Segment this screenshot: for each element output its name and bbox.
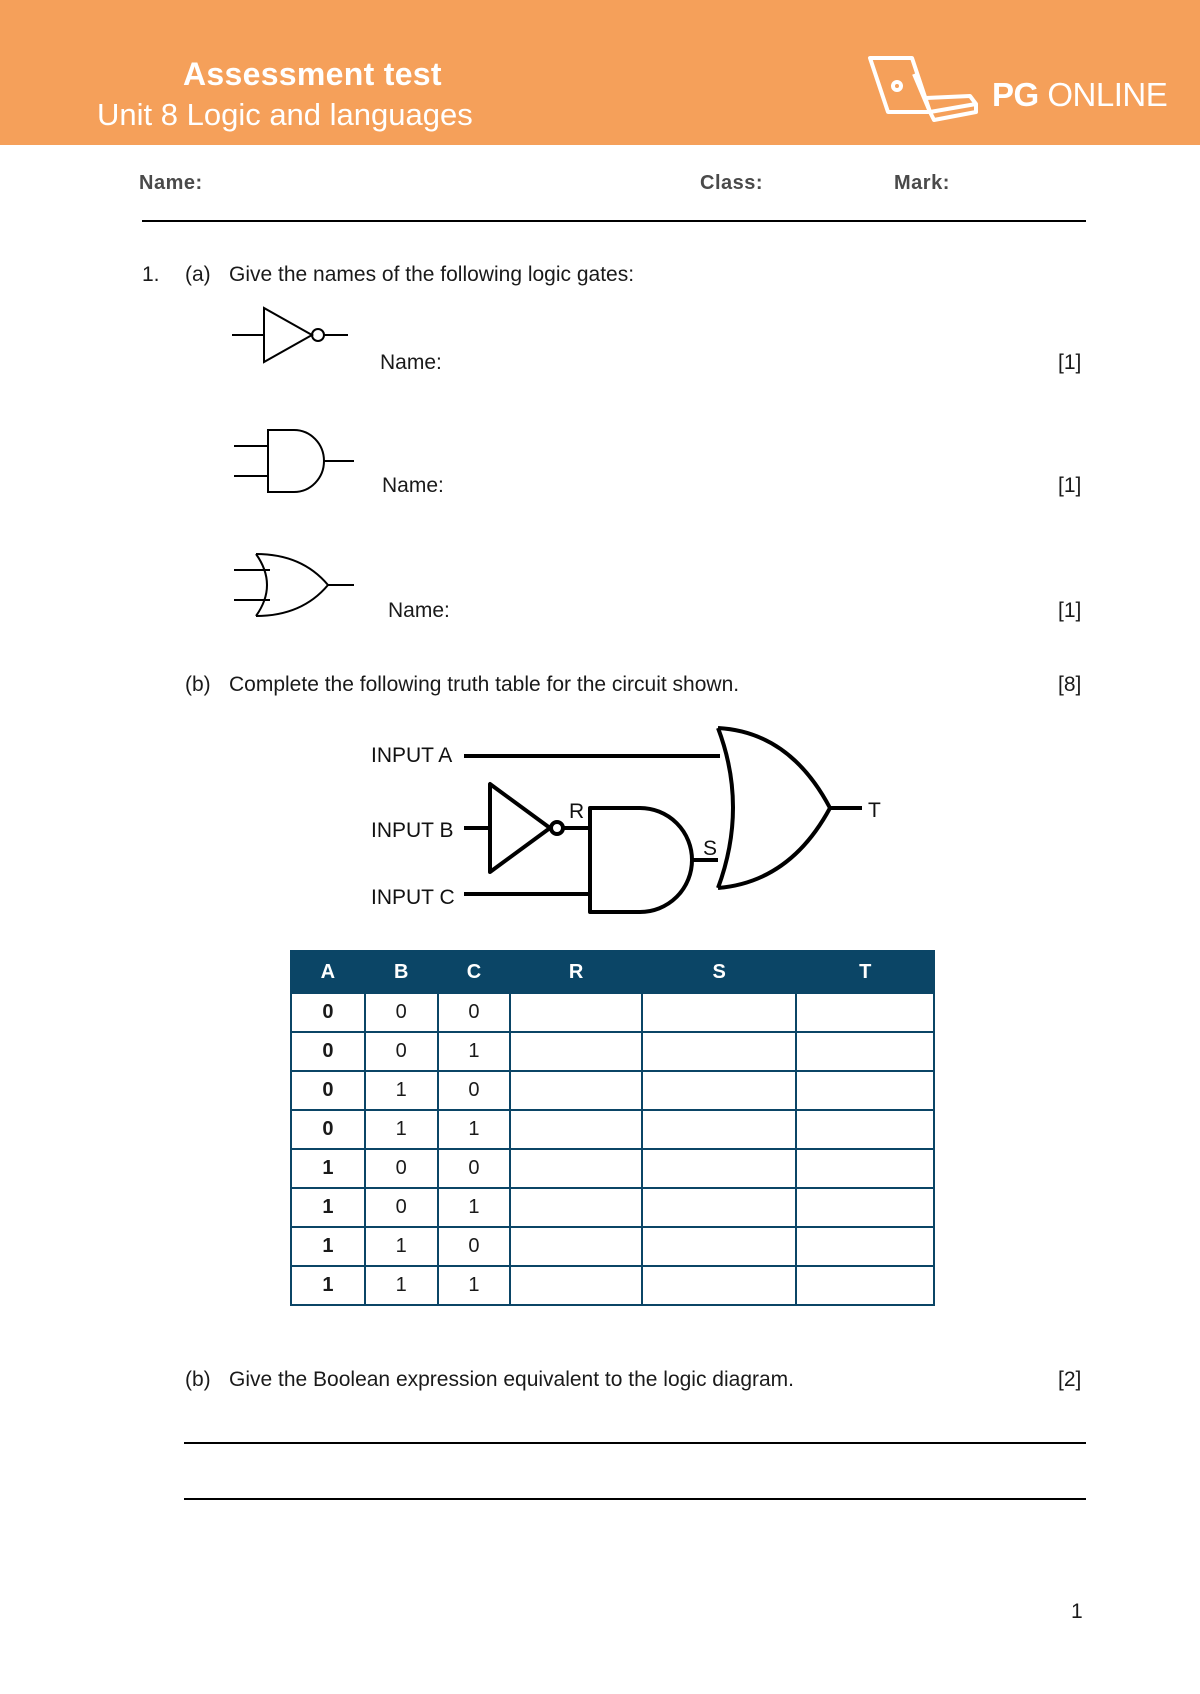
cell-t[interactable] (796, 1110, 934, 1149)
page-title: Assessment test (183, 56, 442, 92)
answer-line-2[interactable] (184, 1498, 1086, 1500)
cell-t[interactable] (796, 1149, 934, 1188)
cell-b: 1 (365, 1110, 438, 1149)
header-a: A (291, 951, 365, 993)
cell-s[interactable] (642, 1188, 796, 1227)
cell-c: 1 (438, 1188, 511, 1227)
truth-table (290, 950, 935, 1306)
cell-a: 0 (291, 1110, 365, 1149)
gate-name-label-2: Name: (382, 474, 444, 497)
table-row (291, 1032, 934, 1071)
cell-s[interactable] (642, 993, 796, 1032)
part-b-label: (b) (185, 673, 211, 696)
cell-a: 1 (291, 1188, 365, 1227)
cell-a: 0 (291, 993, 365, 1032)
cell-r[interactable] (510, 1227, 642, 1266)
table-row (291, 1149, 934, 1188)
logo-rest: ONLINE (1038, 76, 1168, 113)
cell-t[interactable] (796, 1227, 934, 1266)
gate-name-label-3: Name: (388, 599, 450, 622)
header-r: R (510, 951, 642, 993)
cell-r[interactable] (510, 1149, 642, 1188)
table-row (291, 1188, 934, 1227)
cell-s[interactable] (642, 1149, 796, 1188)
class-label: Class: (700, 172, 764, 194)
cell-c: 1 (438, 1110, 511, 1149)
cell-a: 0 (291, 1071, 365, 1110)
table-row (291, 1266, 934, 1305)
cell-t[interactable] (796, 1188, 934, 1227)
cell-r[interactable] (510, 1266, 642, 1305)
cell-b: 0 (365, 1149, 438, 1188)
or-gate-icon (232, 550, 357, 620)
node-s-label: S (703, 837, 718, 860)
part-c-label: (b) (185, 1368, 211, 1391)
input-a-label: INPUT A (371, 744, 453, 767)
part-b-text: Complete the following truth table for the circuit shown. (229, 673, 740, 696)
cell-t[interactable] (796, 993, 934, 1032)
cell-a: 1 (291, 1266, 365, 1305)
laptop-logo-icon (864, 54, 984, 130)
cell-r[interactable] (510, 1032, 642, 1071)
cell-t[interactable] (796, 1071, 934, 1110)
cell-a: 1 (291, 1227, 365, 1266)
cell-c: 0 (438, 1149, 511, 1188)
not-gate-icon (230, 300, 350, 370)
cell-s[interactable] (642, 1071, 796, 1110)
part-b-mark: [8] (1058, 673, 1082, 696)
logo-bold: PG (992, 76, 1039, 113)
cell-s[interactable] (642, 1110, 796, 1149)
form-rule (142, 220, 1086, 222)
cell-s[interactable] (642, 1266, 796, 1305)
cell-c: 1 (438, 1032, 511, 1071)
question-number: 1. (142, 263, 160, 286)
gate-mark-1: [1] (1058, 351, 1082, 374)
node-r-label: R (569, 800, 585, 823)
gate-mark-2: [1] (1058, 474, 1082, 497)
cell-b: 0 (365, 1188, 438, 1227)
part-c-text: Give the Boolean expression equivalent to the logic diagram. (229, 1368, 795, 1391)
part-c-mark: [2] (1058, 1368, 1082, 1391)
cell-b: 0 (365, 993, 438, 1032)
cell-t[interactable] (796, 1266, 934, 1305)
cell-r[interactable] (510, 1110, 642, 1149)
cell-a: 1 (291, 1149, 365, 1188)
answer-line-1[interactable] (184, 1442, 1086, 1444)
cell-t[interactable] (796, 1032, 934, 1071)
table-row (291, 1110, 934, 1149)
cell-r[interactable] (510, 1071, 642, 1110)
logic-circuit-diagram (460, 722, 880, 918)
header-s: S (642, 951, 796, 993)
cell-b: 0 (365, 1032, 438, 1071)
cell-a: 0 (291, 1032, 365, 1071)
cell-r[interactable] (510, 1188, 642, 1227)
and-gate-icon (232, 426, 357, 496)
part-a-text: Give the names of the following logic gates: (229, 263, 635, 286)
name-label: Name: (139, 172, 203, 194)
gate-name-label-1: Name: (380, 351, 442, 374)
table-row (291, 993, 934, 1032)
page-number: 1 (1071, 1600, 1083, 1623)
cell-c: 0 (438, 1071, 511, 1110)
cell-b: 1 (365, 1227, 438, 1266)
cell-c: 0 (438, 993, 511, 1032)
cell-c: 1 (438, 1266, 511, 1305)
header-b: B (365, 951, 438, 993)
cell-b: 1 (365, 1266, 438, 1305)
truth-table-header-row (291, 951, 934, 993)
cell-s[interactable] (642, 1032, 796, 1071)
part-a-label: (a) (185, 263, 211, 286)
cell-s[interactable] (642, 1227, 796, 1266)
gate-mark-3: [1] (1058, 599, 1082, 622)
cell-r[interactable] (510, 993, 642, 1032)
table-row (291, 1071, 934, 1110)
table-row (291, 1227, 934, 1266)
header-t: T (796, 951, 934, 993)
input-b-label: INPUT B (371, 819, 454, 842)
cell-b: 1 (365, 1071, 438, 1110)
node-t-label: T (868, 799, 881, 822)
header-c: C (438, 951, 511, 993)
input-c-label: INPUT C (371, 886, 455, 909)
cell-c: 0 (438, 1227, 511, 1266)
page-subtitle: Unit 8 Logic and languages (97, 97, 473, 132)
logo-text (992, 76, 1167, 114)
mark-label: Mark: (894, 172, 950, 194)
